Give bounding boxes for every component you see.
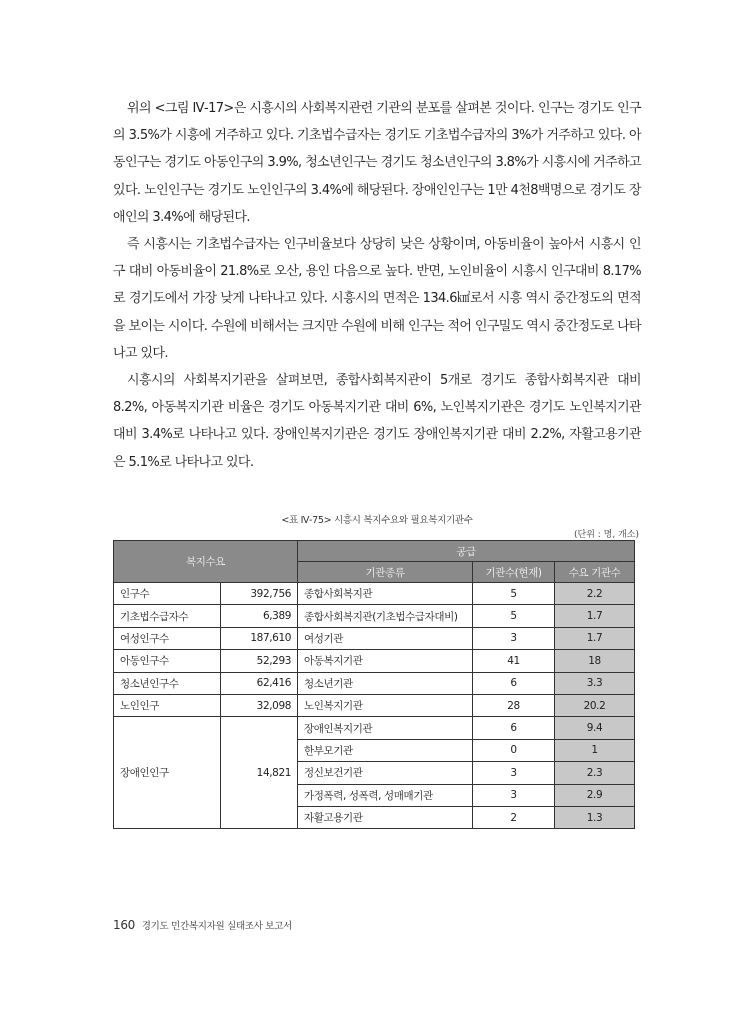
row-org: 노인복지기관 [298,694,473,716]
header-demand: 복지수요 [114,541,298,583]
table-unit: (단위 : 명, 개소) [574,530,639,540]
row-demand: 2.9 [555,784,635,806]
row-demand: 20.2 [555,694,635,716]
row-org: 청소년기관 [298,672,473,694]
disabled-label: 장애인인구 [114,717,221,829]
table-row [114,694,635,716]
body-text [113,95,641,476]
row-org: 가정폭력, 성폭력, 성매매기관 [298,784,473,806]
row-demand: 1.3 [555,806,635,828]
table-row [114,672,635,694]
row-value: 392,756 [221,583,298,605]
row-value: 187,610 [221,627,298,649]
row-org: 장애인복지기관 [298,717,473,739]
header-demand-count: 수요 기관수 [555,562,635,583]
header-org-type: 기관종류 [298,562,473,583]
row-demand: 18 [555,650,635,672]
table-row [114,583,635,605]
row-value: 62,416 [221,672,298,694]
row-count: 41 [473,650,555,672]
page-footer [113,918,292,932]
row-count: 6 [473,672,555,694]
row-count: 3 [473,762,555,784]
table-row [114,627,635,649]
row-demand: 1.7 [555,627,635,649]
row-value: 6,389 [221,605,298,627]
header-org-count: 기관수(현재) [473,562,555,583]
page-number: 160 [113,918,136,932]
row-demand: 1.7 [555,605,635,627]
row-count: 0 [473,739,555,761]
row-value: 52,293 [221,650,298,672]
row-count: 5 [473,605,555,627]
row-label: 노인인구 [114,694,221,716]
row-org: 한부모기관 [298,739,473,761]
footer-title: 경기도 민간복지자원 실태조사 보고서 [141,921,292,932]
row-count: 3 [473,627,555,649]
row-label: 청소년인구수 [114,672,221,694]
row-demand: 9.4 [555,717,635,739]
row-org: 아동복지기관 [298,650,473,672]
paragraph-1: 위의 <그림 Ⅳ-17>은 시흥시의 사회복지관련 기관의 분포를 살펴본 것이다. 인구는 경기도 인구의 3.5%가 시흥에 거주하고 있다. 기초법수급자는 경기도 기초법수급자의 3%가 거주하고 있다. 아동인구는 경기도 아동인구의 3.9%, 청소년인구는 경기도 청소년인구의 3.8%가 시흥시에 거주하고 있다. 노인인구는 경기도 노인인구의 3.4%에 해당된다. 장애인인구는 1만 4천8백명으로 경기도 장애인의 3.4%에 해당된다. [113,101,641,225]
row-label: 여성인구수 [114,627,221,649]
row-org: 자활고용기관 [298,806,473,828]
paragraph-2: 즉 시흥시는 기초법수급자는 인구비율보다 상당히 낮은 상황이며, 아동비율이 높아서 시흥시 인구 대비 아동비율이 21.8%로 오산, 용인 다음으로 높다. 반면, 노인비율이 시흥시 인구대비 8.17%로 경기도에서 가장 낮게 나타나고 있다. 시흥시의 면적은 134.6㎢로서 시흥 역시 중간정도의 면적을 보이는 시이다. 수원에 비해서는 크지만 수원에 비해 인구는 적어 인구밀도 역시 중간정도로 나타나고 있다. [113,237,641,361]
welfare-table [113,540,635,829]
row-count: 3 [473,784,555,806]
row-label: 인구수 [114,583,221,605]
row-label: 기초법수급자수 [114,605,221,627]
row-org: 종합사회복지관(기초법수급자대비) [298,605,473,627]
table-row [114,650,635,672]
row-demand: 2.3 [555,762,635,784]
row-org: 정신보건기관 [298,762,473,784]
disabled-value: 14,821 [221,717,298,829]
row-count: 5 [473,583,555,605]
paragraph-3: 시흥시의 사회복지기관을 살펴보면, 종합사회복지관이 5개로 경기도 종합사회복지관 대비 8.2%, 아동복지기관 비율은 경기도 아동복지기관 대비 6%, 노인복지기관은 경기도 노인복지기관 대비 3.4%로 나타나고 있다. 장애인복지기관은 경기도 장애인복지기관 대비 2.2%, 자활고용기관은 5.1%로 나타나고 있다. [113,373,641,470]
table-row [114,605,635,627]
row-org: 종합사회복지관 [298,583,473,605]
header-supply: 공급 [298,541,635,562]
table-row [114,717,635,739]
table-caption: <표 Ⅳ-75> 시흥시 복지수요와 필요복지기관수 [281,515,473,526]
row-value: 32,098 [221,694,298,716]
row-org: 여성기관 [298,627,473,649]
row-count: 6 [473,717,555,739]
row-demand: 2.2 [555,583,635,605]
row-demand: 1 [555,739,635,761]
row-count: 28 [473,694,555,716]
row-label: 아동인구수 [114,650,221,672]
row-demand: 3.3 [555,672,635,694]
row-count: 2 [473,806,555,828]
